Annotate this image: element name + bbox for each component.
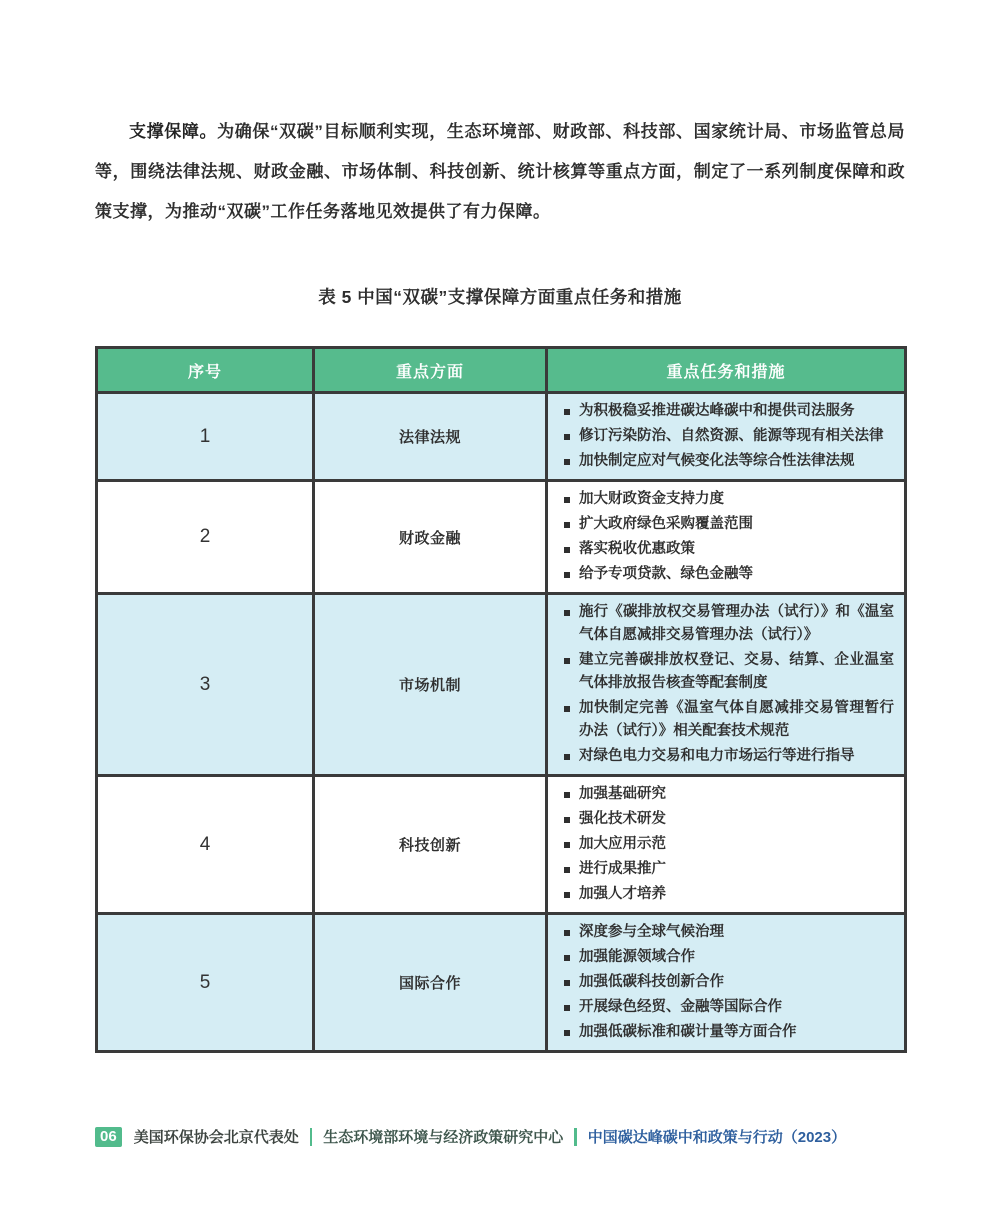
bullet-square-icon xyxy=(564,497,570,503)
page-number-badge: 06 xyxy=(95,1127,122,1147)
bullet-square-icon xyxy=(564,754,570,760)
bullet-square-icon xyxy=(564,522,570,528)
task-text: 修订污染防治、自然资源、能源等现有相关法律 xyxy=(579,428,884,444)
task-text: 加强人才培养 xyxy=(579,886,666,902)
header-cell-aspect: 重点方面 xyxy=(314,348,547,393)
support-measures-table xyxy=(95,346,907,1053)
row-aspect: 国际合作 xyxy=(314,914,547,1052)
task-item xyxy=(564,488,894,511)
task-text: 进行成果推广 xyxy=(579,861,666,877)
task-text: 落实税收优惠政策 xyxy=(579,541,695,557)
table-body xyxy=(97,393,906,1052)
table-row xyxy=(97,776,906,914)
task-text: 强化技术研发 xyxy=(579,811,666,827)
row-tasks xyxy=(547,776,906,914)
task-item xyxy=(564,513,894,536)
row-number: 5 xyxy=(97,914,314,1052)
row-tasks xyxy=(547,393,906,481)
task-item xyxy=(564,946,894,969)
bullet-square-icon xyxy=(564,867,570,873)
bullet-square-icon xyxy=(564,817,570,823)
task-text: 对绿色电力交易和电力市场运行等进行指导 xyxy=(579,748,855,764)
row-aspect: 法律法规 xyxy=(314,393,547,481)
bullet-square-icon xyxy=(564,610,570,616)
task-text: 开展绿色经贸、金融等国际合作 xyxy=(579,999,782,1015)
bullet-square-icon xyxy=(564,1030,570,1036)
task-text: 加强基础研究 xyxy=(579,786,666,802)
bullet-square-icon xyxy=(564,658,570,664)
task-item xyxy=(564,649,894,695)
task-item xyxy=(564,858,894,881)
footer-separator-icon xyxy=(310,1128,313,1146)
task-item xyxy=(564,538,894,561)
task-item xyxy=(564,697,894,743)
task-text: 加快制定应对气候变化法等综合性法律法规 xyxy=(579,453,855,469)
table-row xyxy=(97,914,906,1052)
task-text: 施行《碳排放权交易管理办法（试行）》和《温室气体自愿减排交易管理办法（试行）》 xyxy=(579,604,894,643)
bullet-square-icon xyxy=(564,842,570,848)
task-item xyxy=(564,563,894,586)
row-tasks xyxy=(547,481,906,594)
bullet-square-icon xyxy=(564,706,570,712)
task-item xyxy=(564,1021,894,1044)
task-item xyxy=(564,745,894,768)
task-item xyxy=(564,996,894,1019)
row-aspect: 科技创新 xyxy=(314,776,547,914)
task-text: 加大应用示范 xyxy=(579,836,666,852)
row-number: 2 xyxy=(97,481,314,594)
task-item xyxy=(564,450,894,473)
bullet-square-icon xyxy=(564,955,570,961)
footer-org-epa: 美国环保协会北京代表处 xyxy=(133,1129,299,1146)
bullet-square-icon xyxy=(564,1005,570,1011)
bullet-square-icon xyxy=(564,792,570,798)
task-item xyxy=(564,921,894,944)
task-item xyxy=(564,833,894,856)
table-row xyxy=(97,393,906,481)
bullet-square-icon xyxy=(564,459,570,465)
task-text: 加快制定完善《温室气体自愿减排交易管理暂行办法（试行）》相关配套技术规范 xyxy=(579,700,894,739)
task-text: 扩大政府绿色采购覆盖范围 xyxy=(579,516,753,532)
row-aspect: 财政金融 xyxy=(314,481,547,594)
row-aspect: 市场机制 xyxy=(314,594,547,776)
table-title: 表 5 中国“双碳”支撑保障方面重点任务和措施 xyxy=(318,287,682,307)
task-item xyxy=(564,971,894,994)
task-text: 建立完善碳排放权登记、交易、结算、企业温室气体排放报告核查等配套制度 xyxy=(579,652,894,691)
row-number: 1 xyxy=(97,393,314,481)
task-item xyxy=(564,808,894,831)
bullet-square-icon xyxy=(564,930,570,936)
header-cell-no: 序号 xyxy=(97,348,314,393)
bullet-square-icon xyxy=(564,572,570,578)
task-item xyxy=(564,883,894,906)
row-tasks xyxy=(547,914,906,1052)
row-number: 3 xyxy=(97,594,314,776)
page-footer xyxy=(95,1126,846,1147)
row-number: 4 xyxy=(97,776,314,914)
intro-body: 为确保“双碳”目标顺利实现，生态环境部、财政部、科技部、国家统计局、市场监管总局等，围绕法律法规、财政金融、市场体制、科技创新、统计核算等重点方面，制定了一系列制度保障和政策支撑，为推动“双碳”工作任务落地见效提供了有力保障。 xyxy=(95,122,905,221)
task-text: 加大财政资金支持力度 xyxy=(579,491,724,507)
footer-org-policy-center: 生态环境部环境与经济政策研究中心 xyxy=(323,1129,564,1146)
header-cell-tasks: 重点任务和措施 xyxy=(547,348,906,393)
task-text: 为积极稳妥推进碳达峰碳中和提供司法服务 xyxy=(579,403,855,419)
bullet-square-icon xyxy=(564,980,570,986)
table-row xyxy=(97,481,906,594)
intro-paragraph xyxy=(95,112,905,232)
row-tasks xyxy=(547,594,906,776)
task-text: 给予专项贷款、绿色金融等 xyxy=(579,566,753,582)
task-text: 深度参与全球气候治理 xyxy=(579,924,724,940)
bullet-square-icon xyxy=(564,434,570,440)
task-text: 加强能源领域合作 xyxy=(579,949,695,965)
table-row xyxy=(97,594,906,776)
task-item xyxy=(564,783,894,806)
task-item xyxy=(564,425,894,448)
bullet-square-icon xyxy=(564,547,570,553)
task-item xyxy=(564,601,894,647)
bullet-square-icon xyxy=(564,409,570,415)
task-text: 加强低碳科技创新合作 xyxy=(579,974,724,990)
task-item xyxy=(564,400,894,423)
bullet-square-icon xyxy=(564,892,570,898)
task-text: 加强低碳标准和碳计量等方面合作 xyxy=(579,1024,797,1040)
footer-separator-icon xyxy=(574,1128,577,1146)
table-header-row xyxy=(97,348,906,393)
intro-lead: 支撑保障。 xyxy=(129,122,218,141)
footer-doc-title: 中国碳达峰碳中和政策与行动（2023） xyxy=(587,1129,847,1146)
